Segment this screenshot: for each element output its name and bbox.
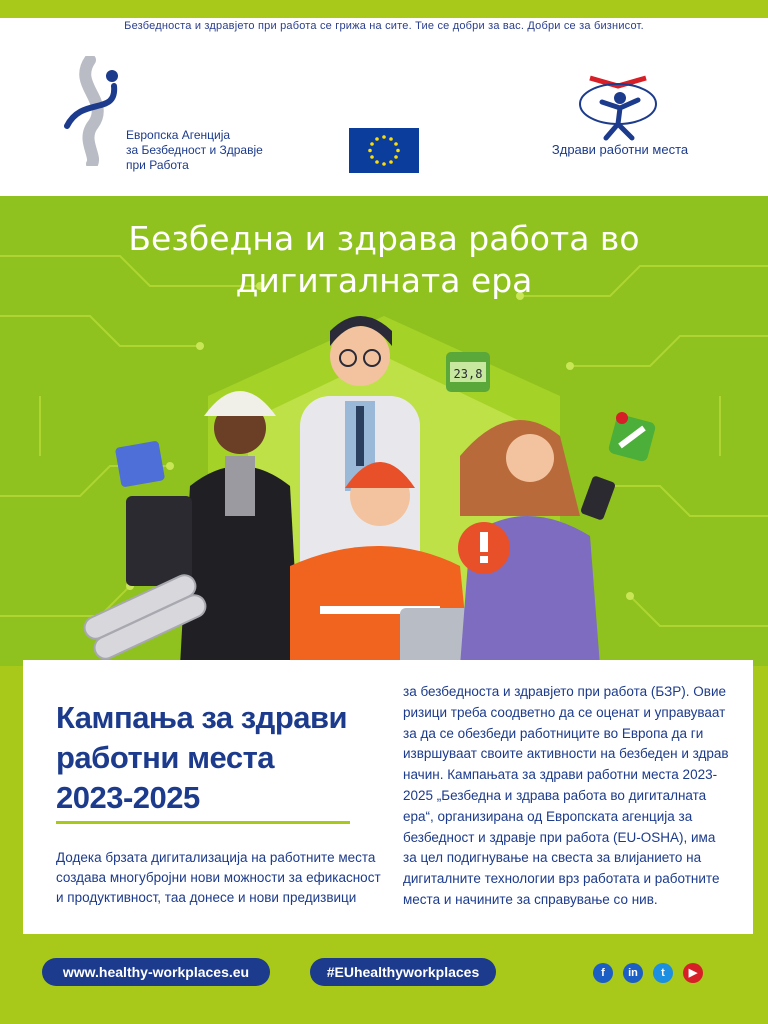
body-paragraph xyxy=(403,682,729,911)
body-line: ризици треба соодветно да се оценат и управуваат xyxy=(403,704,726,720)
divider xyxy=(56,821,350,824)
twitter-icon[interactable]: t xyxy=(653,963,673,983)
tagline: Безбедноста и здравјето при работа се грижа на сите. Тие се добри за вас. Добри се за бизнисот. xyxy=(124,20,644,32)
campaign-title-line-1: Кампања за здрави xyxy=(56,700,348,735)
body-line: безбедност и здравје при работа (EU-OSHA), има xyxy=(403,829,716,845)
body-line: за цел подигнување на свеста за влијанието на xyxy=(403,850,702,866)
intro-paragraph xyxy=(56,848,381,908)
body-line: за да се обезбеди работниците во Европа да ги xyxy=(403,725,704,741)
intro-line: создава многубројни нови можности за ефикасност xyxy=(56,870,381,885)
facebook-icon[interactable]: f xyxy=(593,963,613,983)
intro-line: Додека брзата дигитализација на работните места xyxy=(56,850,376,865)
hero-title-line-2: дигиталната ера xyxy=(235,261,533,300)
healthy-workplaces-logo-icon xyxy=(560,56,700,176)
body-line: 2025 „Безбедна и здрава работа во дигиталната xyxy=(403,787,707,803)
agency-line-2: за Безбедност и Здравје xyxy=(126,143,263,157)
linkedin-icon[interactable]: in xyxy=(623,963,643,983)
body-line: места и начините за справување со нив. xyxy=(403,891,658,907)
campaign-title xyxy=(56,698,376,818)
youtube-icon[interactable]: ▶ xyxy=(683,963,703,983)
body-line: извршуваат своите активности на безбеден и здрав xyxy=(403,746,729,762)
campaign-title-line-3: 2023-2025 xyxy=(56,780,200,815)
body-line: дигиталните технологии врз работата и работните xyxy=(403,871,720,887)
hero-title-line-1: Безбедна и здрава работа во xyxy=(128,219,640,258)
campaign-title-line-2: работни места xyxy=(56,740,274,775)
website-link[interactable]: www.healthy-workplaces.eu xyxy=(42,958,270,986)
agency-name xyxy=(126,128,263,173)
hero-banner xyxy=(0,196,768,666)
eu-flag-icon xyxy=(349,128,419,173)
agency-line-3: при Работа xyxy=(126,158,189,172)
healthy-workplaces-label: Здрави работни места xyxy=(551,142,689,157)
hashtag-link[interactable]: #EUhealthyworkplaces xyxy=(310,958,496,986)
body-line: начин. Кампањата за здрави работни места 2023- xyxy=(403,767,718,783)
device-display: 23,8 xyxy=(453,367,483,381)
hero-title xyxy=(40,218,728,302)
intro-line: и продуктивност, таа донесе и нови предизвици xyxy=(56,890,357,905)
agency-line-1: Европска Агенција xyxy=(126,128,231,142)
body-line: за безбедноста и здравјето при работа (БЗР). Овие xyxy=(403,684,726,699)
top-border xyxy=(0,0,768,18)
content-card xyxy=(23,660,753,934)
body-line: ера“, организирана од Европската агенција за xyxy=(403,808,693,824)
